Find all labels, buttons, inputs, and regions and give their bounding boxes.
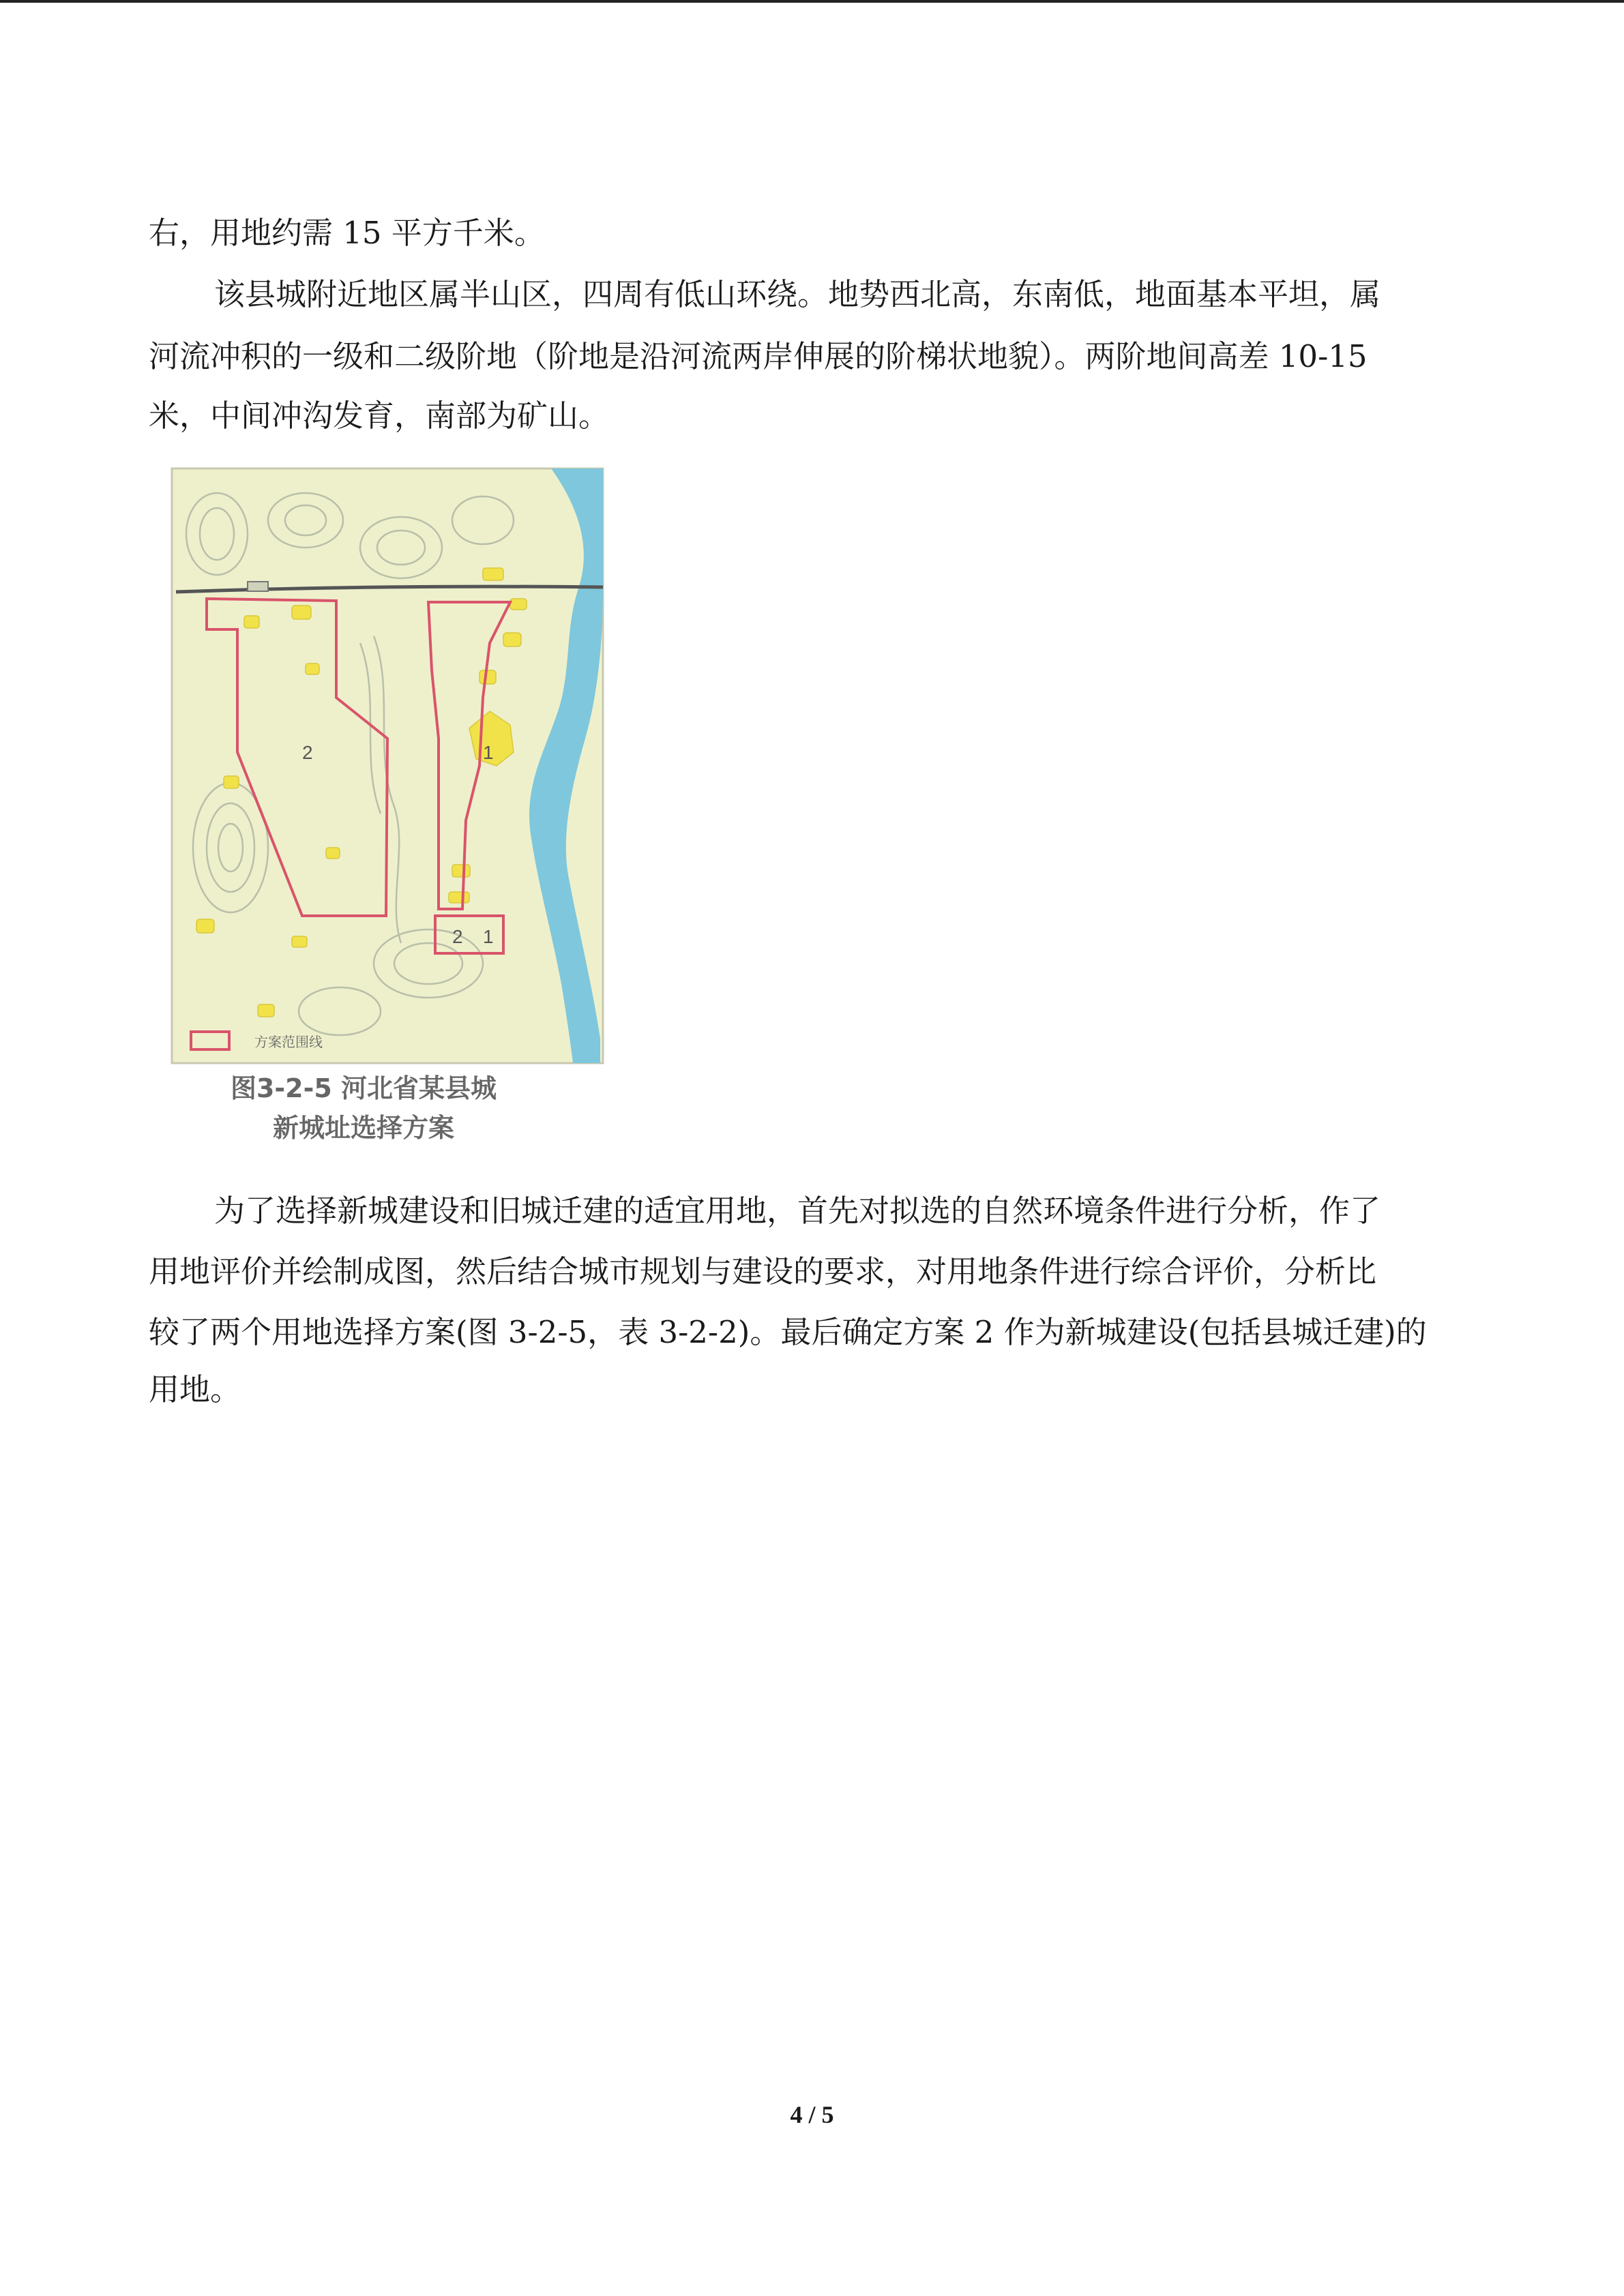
paragraph-line: 米，中间冲沟发育，南部为矿山。 xyxy=(149,398,610,434)
figure-map xyxy=(169,466,610,1165)
paragraph-line: 该县城附近地区属半山区，四周有低山环绕。地势西北高，东南低，地面基本平坦，属 xyxy=(214,276,1381,312)
paragraph-line: 用地评价并绘制成图，然后结合城市规划与建设的要求，对用地条件进行综合评价，分析比 xyxy=(149,1253,1377,1289)
figure-caption-line1: 图3-2-5 河北省某县城 xyxy=(230,1073,497,1103)
paragraph-line: 右，用地约需 15 平方千米。 xyxy=(149,215,545,251)
zone-2-label: 2 xyxy=(302,742,313,763)
legend-label: 方案范围线 xyxy=(254,1034,323,1050)
zone-2-small-label: 2 xyxy=(452,926,463,947)
figure-caption-line2: 新城址选择方案 xyxy=(272,1113,454,1143)
page-number: 4 / 5 xyxy=(790,2101,834,2128)
zone-1-small-label: 1 xyxy=(483,926,494,947)
top-border-line xyxy=(0,0,1624,3)
paragraph-line: 较了两个用地选择方案(图 3-2-5，表 3-2-2)。最后确定方案 2 作为新城建设(包括县城迁建)的 xyxy=(149,1314,1427,1350)
paragraph-line: 用地。 xyxy=(149,1371,241,1407)
site-selection-map xyxy=(169,466,606,1066)
paragraph-line: 为了选择新城建设和旧城迁建的适宜用地，首先对拟选的自然环境条件进行分析，作了 xyxy=(214,1193,1381,1229)
zone-1-label: 1 xyxy=(483,742,494,763)
paragraph-line: 河流冲积的一级和二级阶地（阶地是沿河流两岸伸展的阶梯状地貌）。两阶地间高差 10-15 xyxy=(149,338,1368,374)
